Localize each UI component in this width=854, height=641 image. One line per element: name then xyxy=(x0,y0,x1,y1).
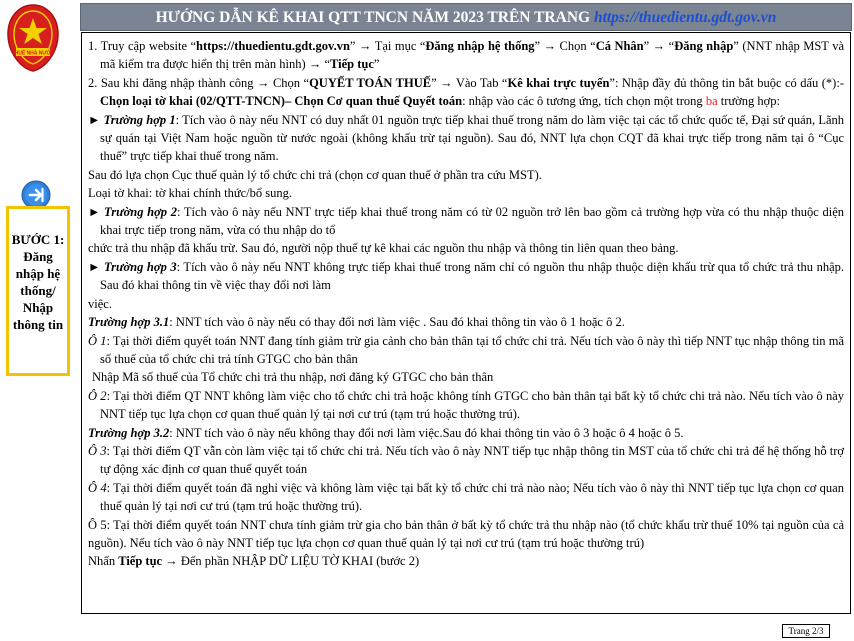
case-3: ► Trường hợp 3: Tích vào ô này nếu NNT không trực tiếp khai thuế trong năm chỉ có nguồn thu nhập thuộc diện khấu trừ qua tổ chức trả thu nhập. Sau đó khai thông tin về việc thay đổi nơi làm xyxy=(88,259,844,293)
highlight-ba: ba xyxy=(705,94,718,109)
page-title xyxy=(80,3,852,31)
tax-emblem-logo xyxy=(2,2,64,74)
title-text: HƯỚNG DẪN KÊ KHAI QTT TNCN NĂM 2023 TRÊN TRANG xyxy=(155,9,591,26)
step-item-1: 1. Truy cập website “https://thuedientu.gdt.gov.vn” → Tại mục “Đăng nhập hệ thống” → Chọn “Cá Nhân” → “Đăng nhập” (NNT nhập MST và mã kiểm tra được hiển thị trên màn hình) → “Tiếp tục” xyxy=(88,39,844,72)
option-3: Ô 3: Tại thời điểm QT vẫn còn làm việc tại tổ chức chi trả. Nếu tích vào ô này NNT tiếp tục nhập thông tin MST của tổ chức chi trả để hệ thống hỗ trợ tự động xác định cơ quan thuế quyết toán xyxy=(88,443,844,477)
page-number: Trang 2/3 xyxy=(782,624,830,638)
continue-label: Tiếp tục xyxy=(118,554,163,569)
step-item-2: 2. Sau khi đăng nhập thành công → Chọn “QUYẾT TOÁN THUẾ” → Vào Tab “Kê khai trực tuyến”: Nhập đầy đủ thông tin bắt buộc có dấu (*):- Chọn loại tờ khai (02/QTT-TNCN)– Chọn Cơ quan thuế Quyết toán: nhập vào các ô tương ứng, tích chọn một trong ba trường hợp: xyxy=(88,75,844,109)
option-1: Ô 1: Tại thời điểm quyết toán NNT đang tính giảm trừ gia cảnh cho bản thân tại tổ chức chi trả. Nếu tích vào ô này thì tiếp NNT tục nhập thông tin mã số thuế của tổ chức chi trả tính GTGC cho bản thân xyxy=(88,333,844,366)
case-3-2: Trường hợp 3.2: NNT tích vào ô này nếu không thay đổi nơi làm việc.Sau đó khai thông tin vào ô 3 hoặc ô 4 hoặc ô 5. xyxy=(88,425,684,440)
option-1-note: Nhập Mã số thuế của Tổ chức chi trả thu nhập, nơi đăng ký GTGC cho bản thân xyxy=(92,370,494,385)
title-url-link[interactable]: https://thuedientu.gdt.gov.vn xyxy=(593,9,777,26)
logo-text: THUẾ NHÀ NƯỚC xyxy=(11,50,55,57)
case-2: ► Trường hợp 2: Tích vào ô này nếu NNT trực tiếp khai thuế trong năm có từ 02 nguồn trở lên bao gồm cả trường hợp vừa có thu nhập thuộc diện khai trực tiếp trong năm, vừa có thu nhập do tổ xyxy=(88,204,844,238)
case-2-continued: chức trả thu nhập đã khấu trừ. Sau đó, người nộp thuế tự kê khai các nguồn thu nhập và thông tin liên quan theo bảng. xyxy=(88,241,679,256)
case-1-form-type: Loại tờ khai: tờ khai chính thức/bổ sung. xyxy=(88,186,292,201)
instruction-content xyxy=(81,32,851,614)
option-5: Ô 5: Tại thời điểm quyết toán NNT chưa tính giảm trừ gia cho bản thân ở bất kỳ tổ chức trả thu nhập nào (tổ chức khấu trừ thuế 10% tại nguồn của cả nguồn). Nếu tích vào ô này NNT tiếp tục lựa chọn cơ quan thuế quản lý tại nơi cư trú (tạm trú hoặc thường trú) xyxy=(88,517,844,550)
step-1-box xyxy=(6,206,70,376)
final-instruction: Nhấn Tiếp tục → Đến phần NHẬP DỮ LIỆU TỜ KHAI (bước 2) xyxy=(88,554,420,569)
case-1: ► Trường hợp 1: Tích vào ô này nếu NNT có duy nhất 01 nguồn trực tiếp khai thuế trong năm do làm việc tại các tổ chức quốc tế, Đại sứ quán, Lãnh sự quán tại Việt Nam hoặc nguồn từ nước ngoài (không khấu trừ tại nguồn). Sau đó, NNT lựa chọn CQT đã khai trực tiếp trong năm tại ô “Cục thuế” trực tiếp khai thuế trong năm. xyxy=(88,112,845,164)
step-label: BƯỚC 1: Đăng nhập hệ thống/ Nhập thông tin xyxy=(11,232,65,332)
case-3-1: Trường hợp 3.1: NNT tích vào ô này nếu có thay đổi nơi làm việc . Sau đó khai thông tin vào ô 1 hoặc ô 2. xyxy=(88,315,625,330)
option-4: Ô 4: Tại thời điểm quyết toán đã nghỉ việc và không làm việc tại bất kỳ tổ chức chi trả nào nào; Nếu tích vào ô này thì NNT tiếp tục lựa chọn cơ quan thuế quản lý tại nơi cư trú (tạm trú hoặc thường trú). xyxy=(88,480,844,514)
option-2: Ô 2: Tại thời điểm QT NNT không làm việc cho tổ chức chi trả hoặc không tính GTGC cho bản thân tại bất kỳ tổ chức chi trả nào. Nếu tích vào ô này NNT tiếp tục lựa chọn cơ quan thuế quản lý tại nơi cư trú (tạm trú hoặc thường trú). xyxy=(88,388,844,422)
case-1-note: Sau đó lựa chọn Cục thuế quản lý tổ chức chi trả (chọn cơ quan thuế ở phần tra cứu MST). xyxy=(88,167,542,182)
case-3-continued: việc. xyxy=(88,296,112,311)
